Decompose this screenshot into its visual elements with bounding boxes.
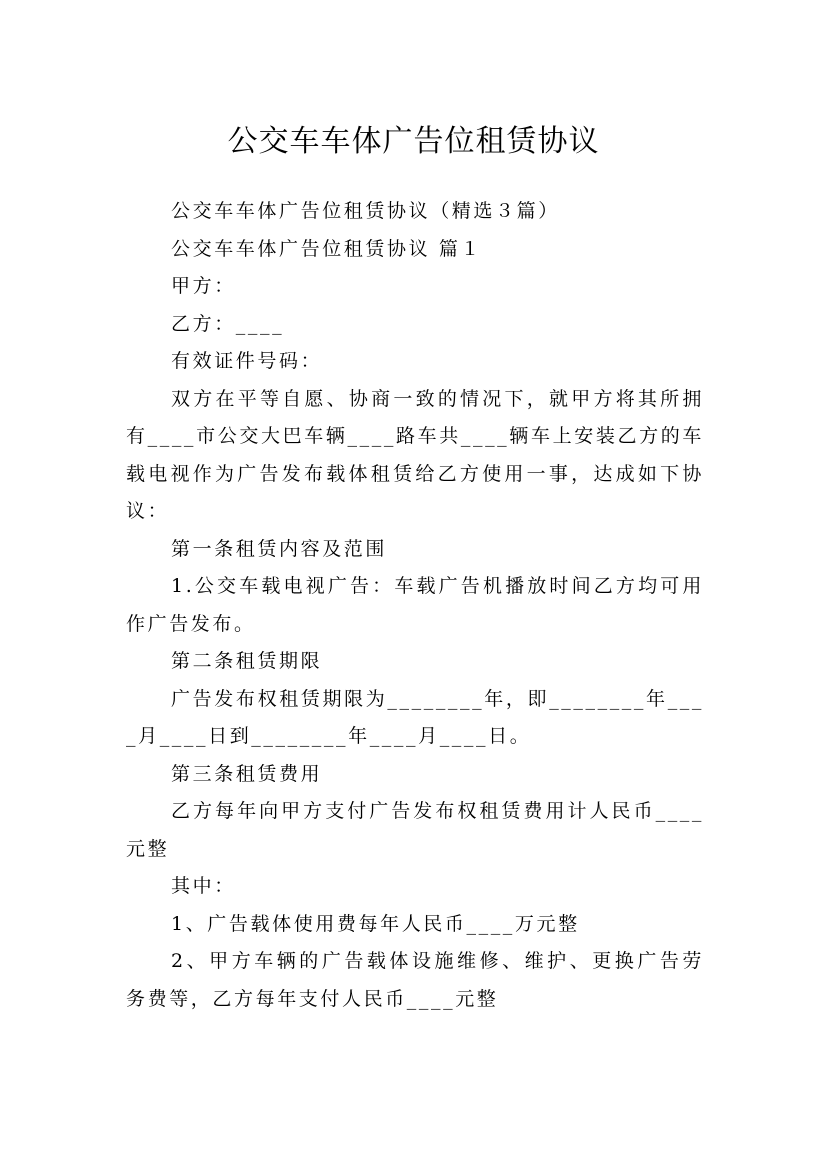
paragraph-fee-item-1: 1、广告载体使用费每年人民币____万元整	[171, 912, 580, 935]
paragraph-article-3-content: 乙方每年向甲方支付广告发布权租赁费用计人民币____元整	[126, 800, 704, 860]
paragraph-id-number: 有效证件号码：	[171, 350, 323, 372]
paragraph-preamble: 双方在平等自愿、协商一致的情况下，就甲方将其所拥有____市公交大巴车辆____路车共____辆车上安装乙方的车载电视作为广告发布载体租赁给乙方使用一事，达成如下协议：	[126, 387, 704, 522]
paragraph-subtitle: 公交车车体广告位租赁协议（精选３篇）	[171, 200, 560, 222]
document-body	[126, 193, 704, 1018]
paragraph-article-3-heading: 第三条租赁费用	[171, 762, 323, 785]
document-title: 公交车车体广告位租赁协议	[227, 124, 600, 160]
paragraph-section-heading: 公交车车体广告位租赁协议 篇１	[171, 237, 483, 260]
paragraph-article-1-content: 1.公交车载电视广告：车载广告机播放时间乙方均可用作广告发布。	[126, 575, 704, 635]
paragraph-party-b: 乙方：____	[171, 312, 285, 335]
paragraph-article-1-heading: 第一条租赁内容及范围	[171, 537, 388, 560]
paragraph-article-2-content: 广告发布权租赁期限为________年，即________年____月____日到________年____月____日。	[126, 687, 704, 747]
paragraph-article-2-heading: 第二条租赁期限	[171, 650, 323, 672]
paragraph-party-a: 甲方：	[171, 275, 236, 297]
paragraph-fee-item-2: 2、甲方车辆的广告载体设施维修、维护、更换广告劳务费等，乙方每年支付人民币____元整	[126, 950, 704, 1010]
paragraph-among-which: 其中：	[171, 875, 236, 897]
